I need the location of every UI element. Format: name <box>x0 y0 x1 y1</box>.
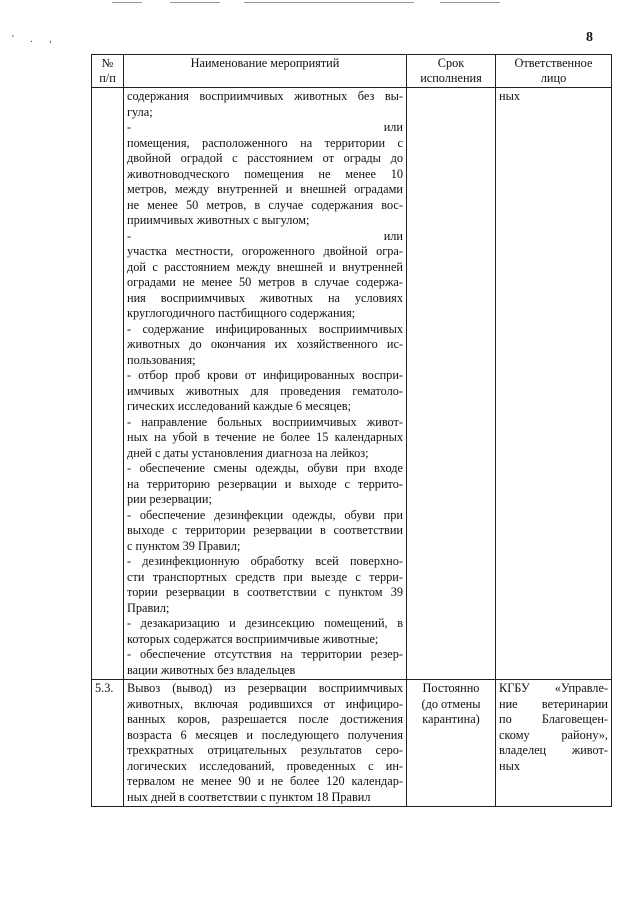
header-number <box>92 55 124 88</box>
text-line: сти транспортных средств при выезде с терри- <box>127 569 403 584</box>
text-line: п/п <box>99 71 116 85</box>
text-line: владелец живот- <box>499 743 608 757</box>
text-line: метров, между внутренней и внешней оградами <box>127 182 403 196</box>
text-line: имчивых животных для проведения гематоло- <box>127 383 403 398</box>
text-line: - обеспечение дезинфекции одежды, обуви при <box>127 507 403 522</box>
text-line: трехкратных отрицательных результатов серо- <box>127 743 403 757</box>
text-line: скому району», <box>499 727 608 742</box>
text-line: КГБУ «Управле- <box>499 681 608 695</box>
text-line: не менее 50 метров, в случае содержания вос- <box>127 197 403 212</box>
text-line: животноводческого помещения не менее 10 <box>127 166 403 181</box>
text-line: пользования; <box>127 352 196 367</box>
row-name <box>124 88 407 680</box>
text-line: ных <box>499 89 520 103</box>
text-line: Срок <box>437 56 465 70</box>
text-line: Правил; <box>127 600 170 615</box>
text-line: возраста 6 месяцев и последующего получения <box>127 727 403 742</box>
text-line: (до отмены <box>421 696 481 711</box>
text-line: ванных коров, разрешается после достижения <box>127 712 403 726</box>
text-line: № <box>101 56 114 70</box>
text-line: тории резервации в соответствии с пунктом 39 <box>127 585 403 599</box>
top-edge-marks <box>0 0 640 8</box>
text-line: по Благовещен- <box>499 712 608 726</box>
text-line: - дезакаризацию и дезинсекцию помещений, в <box>127 616 403 630</box>
text-line: приимчивых животных с выгулом; <box>127 213 310 227</box>
corner-marks: ' . , <box>12 34 59 45</box>
text-line: участка местности, огороженного двойной огра- <box>127 244 403 258</box>
text-line: ных на убой в течение не более 15 календарных <box>127 430 403 444</box>
row-responsible <box>496 88 612 680</box>
text-line: - дезинфекционную обработку всей поверхно- <box>127 554 403 568</box>
text-line: логических исследований, проведенных с ин- <box>127 758 403 773</box>
text-line: гических исследований каждые 6 месяцев; <box>127 399 351 413</box>
text-line: на территорию резервации и выходе с террито- <box>127 476 403 491</box>
row-name <box>124 680 407 807</box>
text-line: рии резервации; <box>127 492 212 506</box>
text-line: выходе с территории резервации в соответствии <box>127 523 403 537</box>
text-line: животных, включая родившихся от инфициро- <box>127 696 403 711</box>
text-line: лицо <box>540 71 567 85</box>
header-name <box>124 55 407 88</box>
page-number: 8 <box>586 30 593 45</box>
text-line: ние ветеринарии <box>499 696 608 711</box>
text-line: животных до окончания их хозяйственного ис- <box>127 337 403 351</box>
text-line: Ответственное <box>514 56 593 70</box>
text-line: вации животных без владельцев <box>127 662 296 677</box>
text-line: ния восприимчивых животных на условиях <box>127 290 403 305</box>
row-term <box>407 88 496 680</box>
text-line: круглогодичного пастбищного содержания; <box>127 306 356 320</box>
row-number <box>92 88 124 680</box>
text-line: исполнения <box>420 71 482 85</box>
text-line: дой с расстоянием между внешней и внутренней <box>127 259 403 274</box>
text-line: Постоянно <box>422 681 480 695</box>
text-line: дней с даты установления диагноза на лейкоз; <box>127 445 369 460</box>
row-responsible <box>496 680 612 807</box>
text-line: двойной оградой с расстоянием от ограды до <box>127 151 403 165</box>
text-line: - или <box>127 228 403 243</box>
text-line: - отбор проб крови от инфицированных воспри- <box>127 368 403 382</box>
row-number: 5.3. <box>92 680 124 807</box>
text-line: - содержание инфицированных восприимчивых <box>127 321 403 336</box>
text-line: - направление больных восприимчивых живот- <box>127 414 403 429</box>
text-line: с пунктом 39 Правил; <box>127 538 241 553</box>
text-line: ных дней в соответствии с пунктом 18 Правил <box>127 789 371 804</box>
table-header-row <box>92 55 612 88</box>
text-line: которых содержатся восприимчивые животные; <box>127 631 379 646</box>
text-line: Вывоз (вывод) из резервации восприимчивых <box>127 681 403 695</box>
text-line: - обеспечение отсутствия на территории резер- <box>127 647 403 661</box>
table-row <box>92 680 612 807</box>
row-term <box>407 680 496 807</box>
text-line: ных <box>499 758 520 773</box>
text-line: помещения, расположенного на территории с <box>127 135 403 150</box>
header-responsible <box>496 55 612 88</box>
measures-table <box>91 54 612 807</box>
text-line: - или <box>127 120 403 134</box>
text-line: карантина) <box>422 712 480 726</box>
text-line: оградами не менее 50 метров в случае содержа- <box>127 275 403 289</box>
text-line: гула; <box>127 104 153 119</box>
text-line: - обеспечение смены одежды, обуви при входе <box>127 461 403 475</box>
text-line: тервалом не менее 90 и не более 120 календар- <box>127 774 403 788</box>
text-line: содержания восприимчивых животных без вы- <box>127 89 403 103</box>
header-term <box>407 55 496 88</box>
table-row <box>92 88 612 680</box>
text-line: Наименование мероприятий <box>190 56 340 70</box>
